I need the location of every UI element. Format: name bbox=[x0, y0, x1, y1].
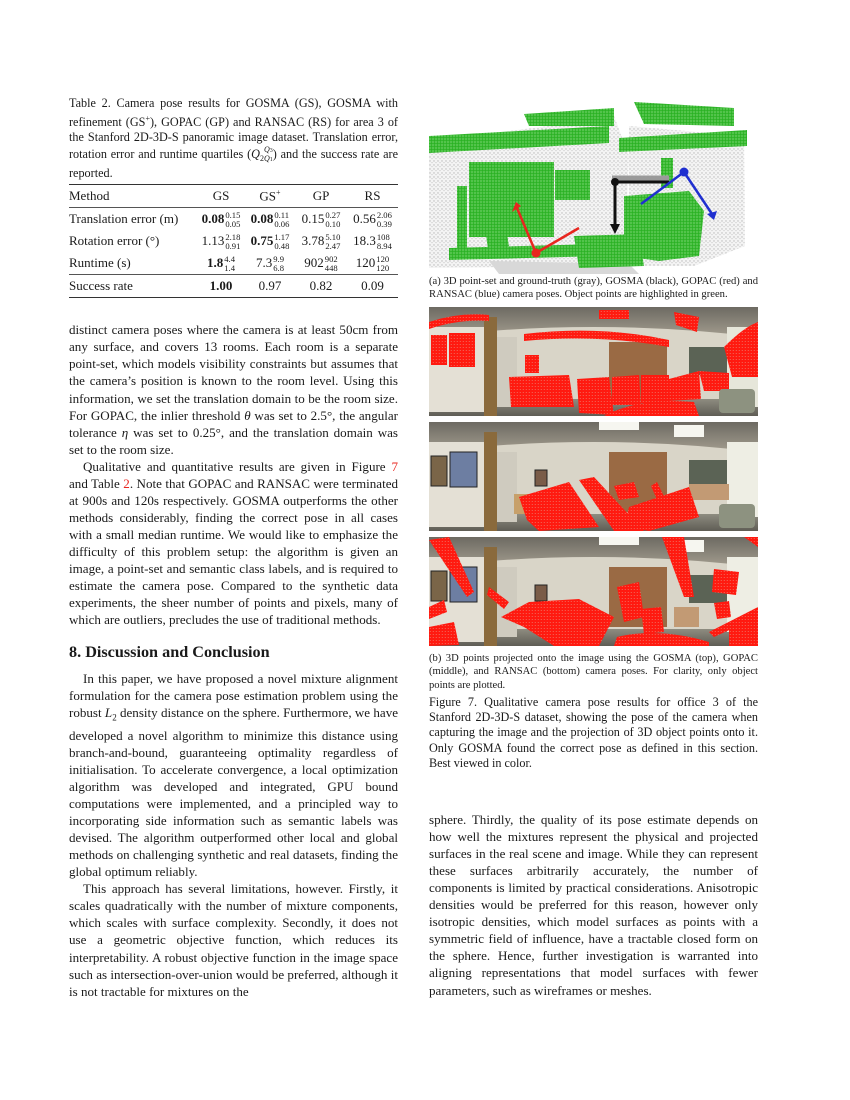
cell-gp: 0.82 bbox=[309, 278, 333, 294]
row-label: Runtime (s) bbox=[69, 255, 131, 271]
cell-gs: 1.00 bbox=[209, 278, 233, 294]
column-header-method: Method bbox=[69, 188, 110, 204]
column-header-rs: RS bbox=[364, 188, 381, 204]
figure-3d-point-set bbox=[429, 96, 758, 274]
table-caption: Table 2. Camera pose results for GOSMA (GS), GOSMA with refinement (GS+), GOPAC (GP) and RANSAC (RS) for area 3 of the Stanford 2D-3D-S panoramic image dataset. Translation error, rotation error and runtime quartiles ($Q_2$ Q3 Q1 ) and the success rate are reported. bbox=[69, 96, 398, 181]
cell-gp: 3.78 5.10 2.47 bbox=[301, 231, 341, 251]
point-cloud-image bbox=[429, 96, 758, 274]
table-row-success-rate bbox=[69, 275, 398, 298]
row-label: Rotation error (°) bbox=[69, 233, 160, 249]
cell-gp: 902 902 448 bbox=[304, 253, 338, 273]
right-column bbox=[429, 96, 758, 999]
column-header-gs: GS bbox=[212, 188, 230, 204]
row-label: Success rate bbox=[69, 278, 133, 294]
paragraph-conclusion: In this paper, we have proposed a novel mixture alignment formulation for the camera pose estimation problem using the robust $L_2$ density distance on the sphere. Furthermore, we have developed a novel algorithm to minimize this distance using branch-and-bound, guaranteeing optimality regardless of initialisation. To accelerate convergence, a local optimization algorithm was developed and integrated, GPU bound computations were implemented, and a principled way to incorporating side information such as semantic labels was devised. The algorithm outperformed other local and global methods on challenging synthetic and real datasets, finding the global optimum reliably. bbox=[69, 671, 399, 880]
subcaption-a: (a) 3D point-set and ground-truth (gray), GOSMA (black), GOPAC (red) and RANSAC (blue) camera poses. Object points are highlighted in green. bbox=[429, 276, 758, 301]
figure-panoramas bbox=[429, 307, 758, 646]
panorama-gopac bbox=[429, 422, 758, 531]
table-row-runtime bbox=[69, 252, 398, 275]
cell-gs-plus: 0.08 0.11 0.06 bbox=[250, 209, 290, 229]
column-header-gs-plus: GS+ bbox=[259, 188, 281, 204]
cell-rs: 0.56 2.06 0.39 bbox=[353, 209, 392, 229]
table-2-link[interactable]: 2 bbox=[123, 475, 130, 491]
cell-gs: 1.8 4.4 1.4 bbox=[207, 253, 235, 273]
cell-gs-plus: 7.3 9.9 6.8 bbox=[256, 253, 284, 273]
cell-rs: 120 120 120 bbox=[355, 253, 390, 273]
column-header-gp: GP bbox=[312, 188, 330, 204]
figure-7-link[interactable]: 7 bbox=[391, 458, 398, 474]
panorama-gosma-image bbox=[429, 307, 758, 416]
paragraph-dataset: distinct camera poses where the camera is at least 50cm from any surface, and covers 13 rooms. Each room is a separate point-set, which models visibility constraints but assumes that the camera’s position is known to the room level. Using this information, we set the translation domain to be the room size. For GOPAC, the inlier threshold θ was set to 2.5°, the angular tolerance η was set to 0.25°, and the translation domain was set to the room size. bbox=[69, 322, 399, 457]
figure-caption: Figure 7. Qualitative camera pose results for office 3 of the Stanford 2D-3D-S dataset, showing the pose of the camera when capturing the image and the projection of 3D object points onto it. Only GOSMA found the correct pose as defined in this section. Best viewed in color. bbox=[429, 695, 758, 770]
cell-gp: 0.15 0.27 0.10 bbox=[301, 209, 341, 229]
subcaption-b: (b) 3D points projected onto the image using the GOSMA (top), GOPAC (middle), and RANSAC (bottom) camera poses. For clarity, only object points are plotted. bbox=[429, 652, 758, 691]
row-label: Translation error (m) bbox=[69, 211, 179, 227]
cell-gs: 1.13 2.18 0.91 bbox=[201, 231, 241, 251]
paragraph-limitations: This approach has several limitations, however. Firstly, it scales quadratically with the number of mixture components, which scales with surface complexity. Secondly, it does not use a geometric objective function, which reduces its interpretability. A robust objective function in the image space such as intersection-over-union would be preferred, although it is not tractable for mixtures on the bbox=[69, 881, 398, 999]
results-table bbox=[69, 184, 398, 298]
cell-gs-plus: 0.75 1.17 0.48 bbox=[250, 231, 290, 251]
cell-rs: 0.09 bbox=[361, 278, 384, 294]
cell-gs: 0.08 0.15 0.05 bbox=[201, 209, 241, 229]
panorama-gopac-image bbox=[429, 422, 758, 531]
cell-gs-plus: 0.97 bbox=[258, 278, 282, 294]
table-row-rotation-error bbox=[69, 230, 398, 252]
paragraph-continued: sphere. Thirdly, the quality of its pose estimate depends on how well the mixtures represent the physical and projected surfaces in the real scene and image. While they can represent these surfaces arbitrarily accurately, the number of components is limited by practical considerations. Anisotropic densities would be preferred for this reason, however only isotropic densities, which model surfaces as points with a symmetric field of influence, have a tractable closed form on the sphere. Hence, further investigation is warranted into aligning representations that model surfaces with fewer parameters, such as wireframes or meshes. bbox=[429, 812, 758, 998]
section-heading: 8. Discussion and Conclusion bbox=[69, 643, 270, 662]
paragraph-results: Qualitative and quantitative results are given in Figure 7 and Table 2. Note that GOPAC and RANSAC were terminated at 900s and 120s respectively. GOSMA outperforms the other methods considerably, finding the correct pose in all cases with a small median runtime. We would like to emphasize the difficulty of this problem setup: the algorithm is given an image, a point-set and semantic class labels, and is required to estimate the camera pose. Compared to the synthetic data experiments, the sheer number of points and pixels, many of which are outliers, precludes the use of traditional methods. bbox=[69, 458, 399, 628]
panorama-ransac-image bbox=[429, 537, 758, 646]
left-column bbox=[69, 96, 398, 1000]
panorama-ransac bbox=[429, 537, 758, 646]
table-header-row bbox=[69, 185, 398, 208]
cell-rs: 18.3 108 8.94 bbox=[353, 231, 392, 251]
table-row-translation-error bbox=[69, 208, 398, 231]
panorama-gosma bbox=[429, 307, 758, 416]
